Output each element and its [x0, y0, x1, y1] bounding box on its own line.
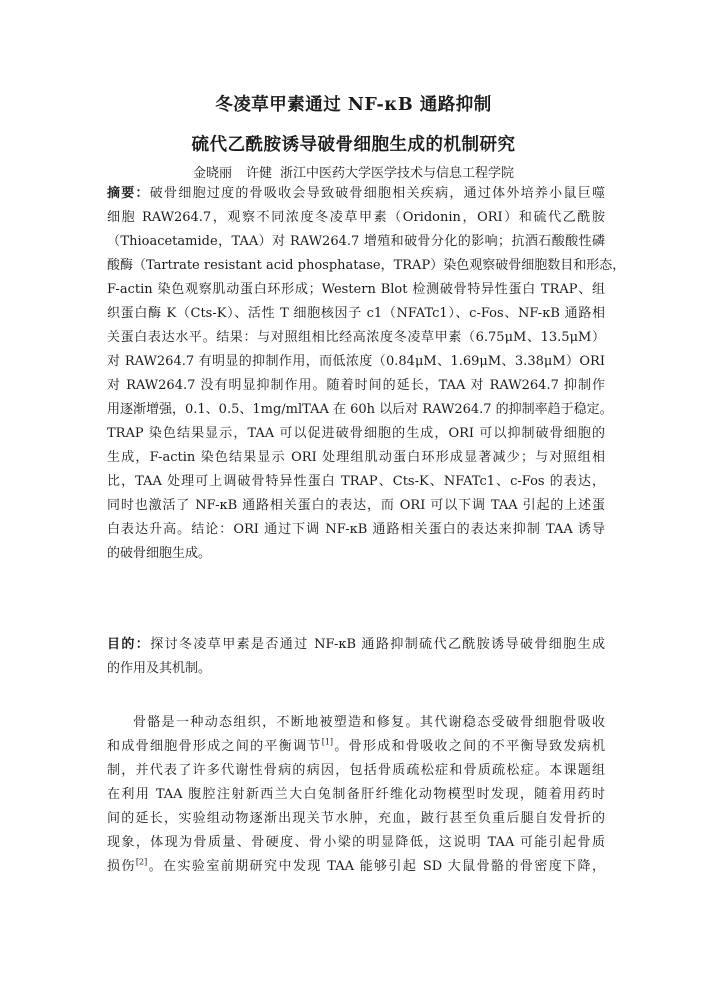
abstract-line: 对 RAW264.7 没有明显抑制作用。随着时间的延长，TAA 对 RAW264.7 抑制作: [107, 378, 605, 393]
body-paragraph: [107, 711, 605, 879]
body-line: 和成骨细胞骨形成之间的平衡调节[1]。骨形成和骨吸收之间的不平衡导致发病机: [107, 737, 605, 754]
abstract-line: 同时也激活了 NF-κB 通路相关蛋白的表达，而 ORI 可以下调 TAA 引起的上述蛋: [107, 498, 605, 513]
purpose: [107, 633, 605, 681]
paper-title-line-2: 硫代乙酰胺诱导破骨细胞生成的机制研究: [191, 135, 516, 155]
body-line: 骨骼是一种动态组织，不断地被塑造和修复。其代谢稳态受破骨细胞骨吸收: [133, 715, 605, 730]
author-name: 金晓丽: [192, 166, 232, 181]
paper-title-line-1: 冬凌草甲素通过 NF-κB 通路抑制: [215, 95, 492, 115]
abstract-line: F-actin 染色观察肌动蛋白环形成；Western Blot 检测破骨特异性蛋白 TRAP、组: [107, 282, 605, 297]
abstract-line: 细胞 RAW264.7，观察不同浓度冬凌草甲素（Oridonin，ORI）和硫代乙酰胺: [107, 210, 605, 225]
purpose-label: 目的：: [107, 637, 151, 652]
citation-1: [1]: [321, 737, 334, 747]
abstract-line: 织蛋白酶 K（Cts-K）、活性 T 细胞核因子 c1（NFATc1）、c-Fos、NF-κB 通路相: [107, 306, 605, 321]
abstract-line: 关蛋白表达水平。结果：与对照组相比经高浓度冬凌草甲素（6.75μM、13.5μM）: [107, 330, 605, 345]
body-line: 损伤[2]。在实验室前期研究中发现 TAA 能够引起 SD 大鼠骨骼的骨密度下降，: [107, 857, 605, 874]
author-line: [0, 162, 707, 181]
abstract-line: （Thioacetamide，TAA）对 RAW264.7 增殖和破骨分化的影响；抗酒石酸酸性磷: [107, 234, 605, 249]
citation-2: [2]: [135, 857, 148, 867]
body-line: 在利用 TAA 腹腔注射新西兰大白兔制备肝纤维化动物模型时发现，随着用药时: [107, 787, 605, 802]
purpose-line: 目的：探讨冬凌草甲素是否通过 NF-κB 通路抑制硫代乙酰胺诱导破骨细胞生成: [107, 637, 605, 652]
abstract-line: 摘要：破骨细胞过度的骨吸收会导致破骨细胞相关疾病，通过体外培养小鼠巨噬: [107, 186, 605, 201]
abstract-line: 比，TAA 处理可上调破骨特异性蛋白 TRAP、Cts-K、NFATc1、c-Fos 的表达，: [107, 474, 605, 489]
abstract-label: 摘要：: [107, 186, 150, 201]
abstract-line: 酸酶（Tartrate resistant acid phosphatase，TRAP）染色观察破骨细胞数目和形态，: [107, 258, 626, 273]
abstract: [107, 182, 626, 566]
abstract-line: TRAP 染色结果显示，TAA 可以促进破骨细胞的生成，ORI 可以抑制破骨细胞的: [107, 426, 605, 441]
author-affiliation: 浙江中医药大学医学技术与信息工程学院: [280, 166, 515, 181]
abstract-line: 白表达升高。结论：ORI 通过下调 NF-κB 通路相关蛋白的表达来抑制 TAA 诱导: [107, 522, 605, 537]
abstract-line: 的破骨细胞生成。: [107, 546, 212, 561]
author-name: 许健: [245, 166, 272, 181]
purpose-line: 的作用及其机制。: [107, 661, 212, 676]
body-line: 制，并代表了许多代谢性骨病的病因，包括骨质疏松症和骨质疏松症。本课题组: [107, 763, 605, 778]
body-line: 间的延长，实验组动物逐渐出现关节水肿，充血，跛行甚至负重后腿自发骨折的: [107, 811, 605, 826]
abstract-line: 用逐渐增强，0.1、0.5、1mg/mlTAA 在 60h 以后对 RAW264.7 的抑制率趋于稳定。: [107, 402, 613, 417]
body-line: 现象，体现为骨质量、骨硬度、骨小梁的明显降低，这说明 TAA 可能引起骨质: [107, 835, 605, 850]
abstract-line: 对 RAW264.7 有明显的抑制作用，而低浓度（0.84μM、1.69μM、3.38μM）ORI: [107, 354, 605, 369]
abstract-line: 生成，F-actin 染色结果显示 ORI 处理组肌动蛋白环形成显著减少；与对照组相: [107, 450, 605, 465]
